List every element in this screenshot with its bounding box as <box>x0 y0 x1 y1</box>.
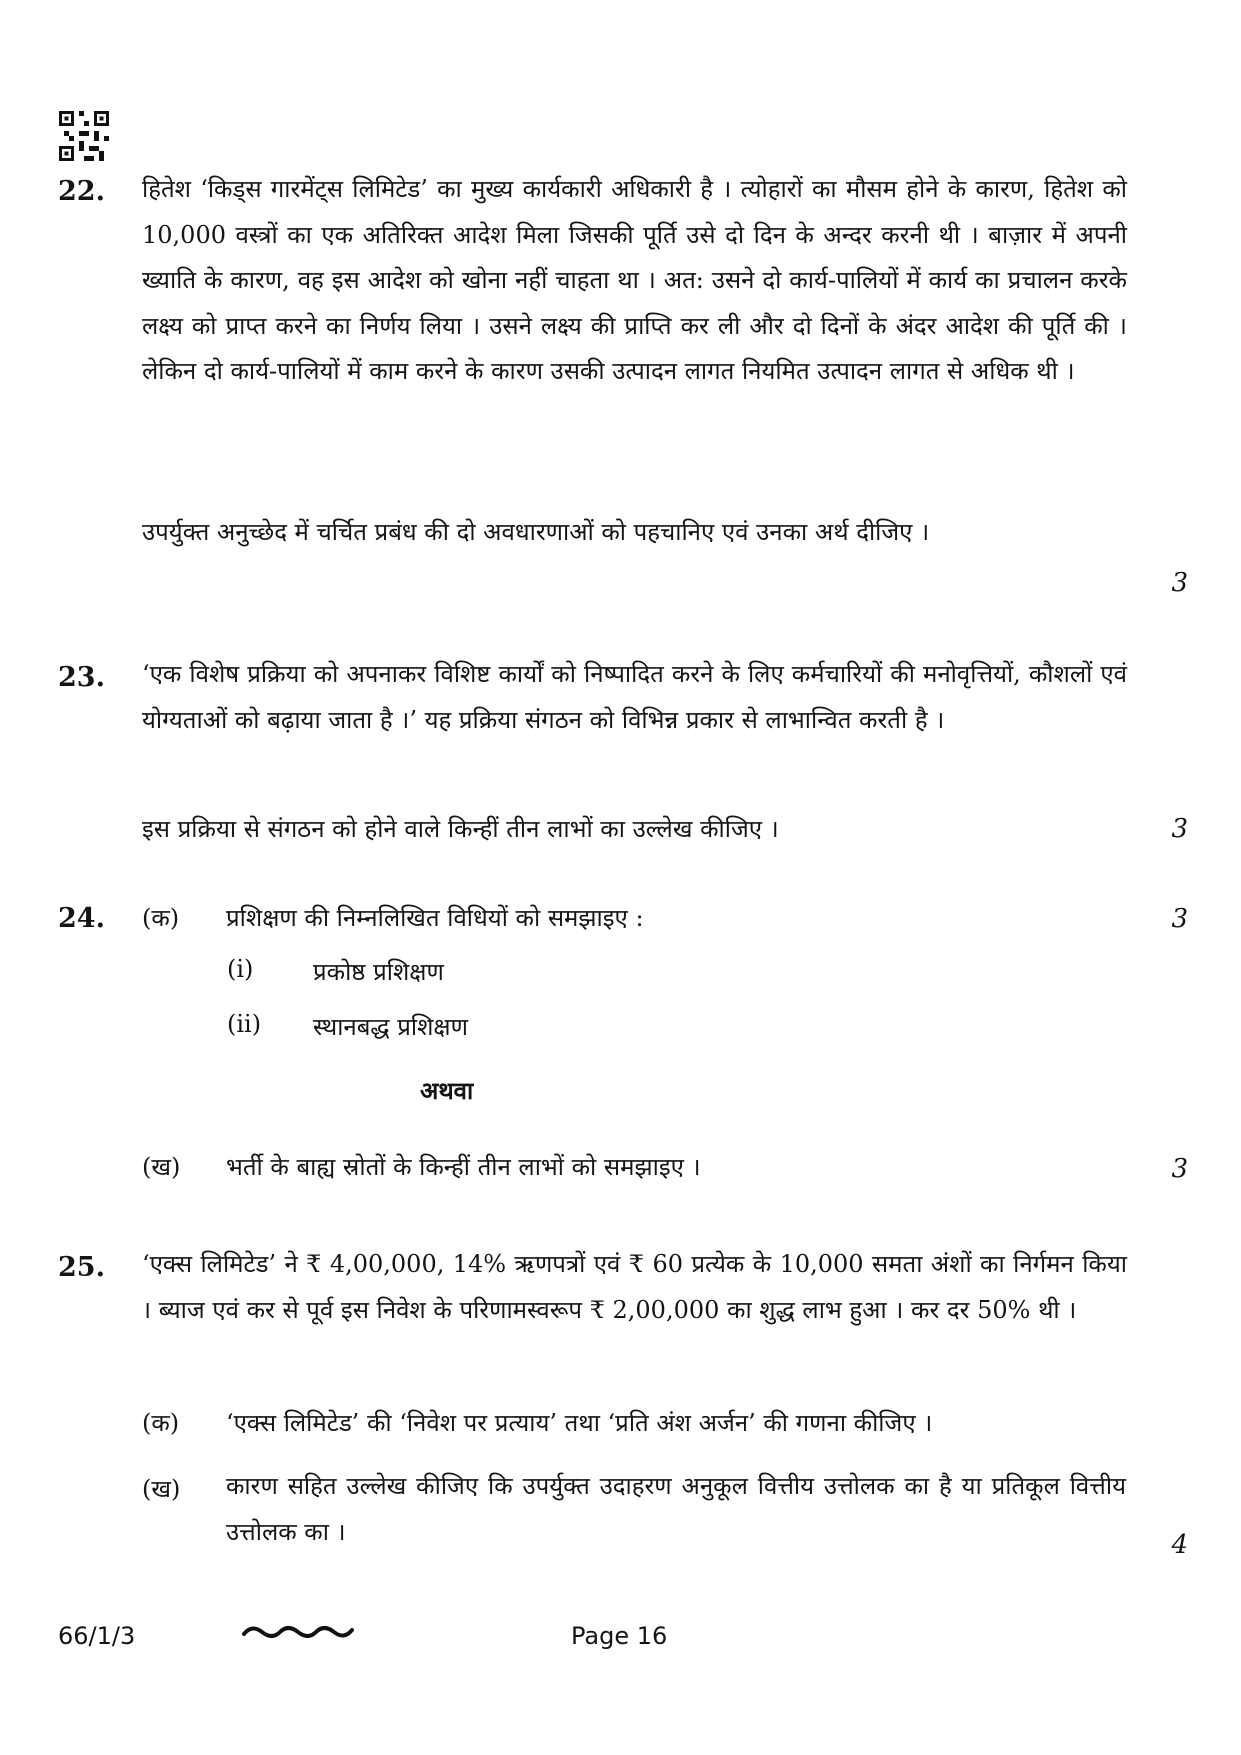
question-24-number: 24. <box>58 903 105 934</box>
question-24-a-text: प्रशिक्षण की निम्नलिखित विधियों को समझाइए : <box>226 904 644 932</box>
tilde-ornament-icon <box>242 1618 354 1648</box>
question-24-b-text: भर्ती के बाह्य स्रोतों के किन्हीं तीन लाभों को समझाइए । <box>226 1153 701 1181</box>
question-25-passage: ‘एक्स लिमिटेड’ ने ₹ 4,00,000, 14% ऋणपत्रों एवं ₹ 60 प्रत्येक के 10,000 समता अंशों का निर्गमन किया । ब्याज एवं कर से पूर्व इस निवेश के परिणामस्वरूप ₹ 2,00,000 का शुद्ध लाभ हुआ । कर दर 50% थी । <box>142 1250 1127 1324</box>
question-25-a-text: ‘एक्स लिमिटेड’ की ‘निवेश पर प्रत्याय’ तथा ‘प्रति अंश अर्जन’ की गणना कीजिए । <box>226 1409 933 1437</box>
question-25-number: 25. <box>58 1252 105 1283</box>
question-25-a-label: (क) <box>142 1409 180 1437</box>
qr-code-icon <box>59 111 109 161</box>
question-24-a-marks: 3 <box>1171 904 1188 934</box>
question-25-b-label: (ख) <box>142 1475 181 1503</box>
question-24-sub-ii-label: (ii) <box>227 1010 262 1038</box>
question-23-passage: ‘एक विशेष प्रक्रिया को अपनाकर विशिष्ट कार्यों को निष्पादित करने के लिए कर्मचारियों की मनोवृत्तियों, कौशलों एवं योग्यताओं को बढ़ाया जाता है ।’ यह प्रक्रिया संगठन को विभिन्न प्रकार से लाभान्वित करती है । <box>142 660 1127 734</box>
question-22-passage: हितेश ‘किड्स गारमेंट्स लिमिटेड’ का मुख्य कार्यकारी अधिकारी है । त्योहारों का मौसम होने के कारण, हितेश को 10,000 वस्त्रों का एक अतिरिक्त आदेश मिला जिसकी पूर्ति उसे दो दिन के अन्दर करनी थी । बाज़ार में अपनी ख्याति के कारण, वह इस आदेश को खोना नहीं चाहता था । अत: उसने दो कार्य-पालियों में कार्य का प्रचालन करके लक्ष्य को प्राप्त करने का निर्णय लिया । उसने लक्ष्य की प्राप्ति कर ली और दो दिनों के अंदर आदेश की पूर्ति की । लेकिन दो कार्य-पालियों में काम करने के कारण उसकी उत्पादन लागत नियमित उत्पादन लागत से अधिक थी । <box>142 175 1127 385</box>
question-23-prompt: इस प्रक्रिया से संगठन को होने वाले किन्हीं तीन लाभों का उल्लेख कीजिए । <box>142 815 779 843</box>
question-24-b-label: (ख) <box>142 1153 181 1181</box>
question-22-marks: 3 <box>1171 568 1188 598</box>
question-25-b-text: कारण सहित उल्लेख कीजिए कि उपर्युक्त उदाहरण अनुकूल वित्तीय उत्तोलक का है या प्रतिकूल वित्तीय उत्तोलक का । <box>226 1472 1126 1546</box>
question-25-marks: 4 <box>1171 1530 1188 1560</box>
question-22-prompt: उपर्युक्त अनुच्छेद में चर्चित प्रबंध की दो अवधारणाओं को पहचानिए एवं उनका अर्थ दीजिए । <box>142 518 930 546</box>
question-23-marks: 3 <box>1171 814 1188 844</box>
question-24-sub-i-text: प्रकोष्ठ प्रशिक्षण <box>313 958 444 986</box>
question-22-number: 22. <box>58 176 105 207</box>
paper-code: 66/1/3 <box>58 1622 136 1650</box>
question-24-a-label: (क) <box>142 904 180 932</box>
page-number: Page 16 <box>571 1622 668 1650</box>
question-24-sub-i-label: (i) <box>227 955 254 983</box>
question-24-b-marks: 3 <box>1171 1154 1188 1184</box>
question-24-sub-ii-text: स्थानबद्ध प्रशिक्षण <box>313 1013 468 1041</box>
question-24-or-separator: अथवा <box>420 1076 474 1105</box>
question-23-number: 23. <box>58 662 105 693</box>
